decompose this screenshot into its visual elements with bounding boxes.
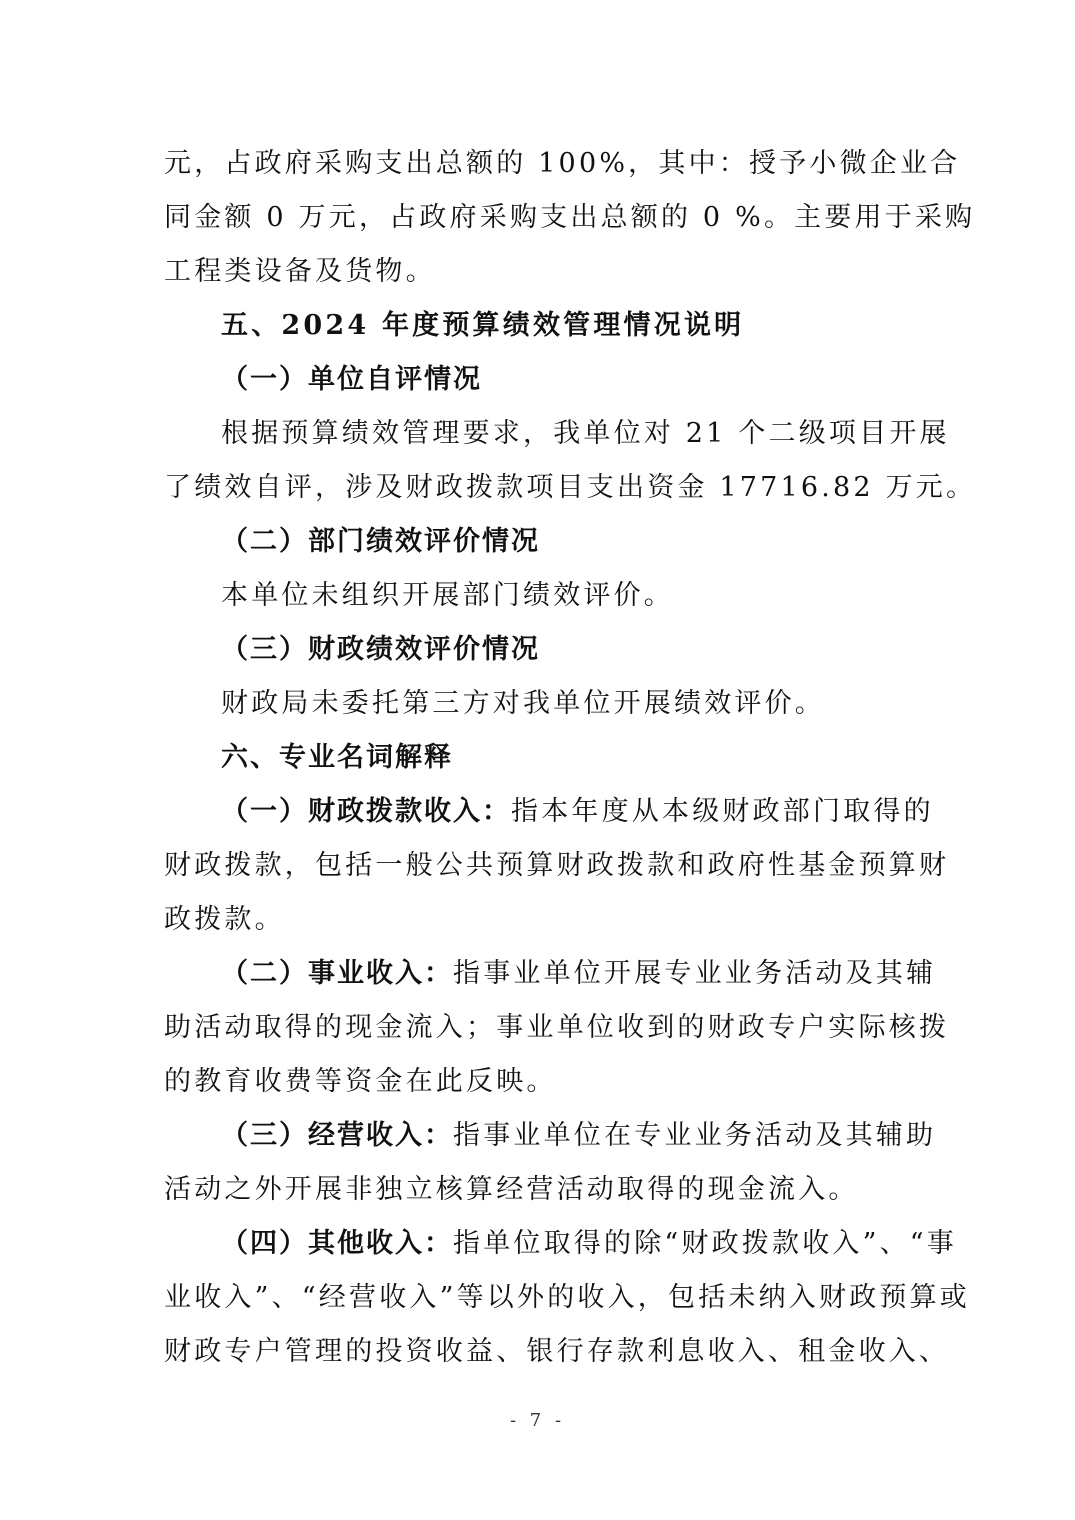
section-heading: 六、专业名词解释 [221,742,453,773]
paragraph-line: 活动之外开展非独立核算经营活动取得的现金流入。 [164,1174,859,1205]
term-label: （四）其他收入： [221,1228,453,1259]
paragraph-line: 财政局未委托第三方对我单位开展绩效评价。 [221,688,825,719]
term-label: （二）事业收入： [221,958,453,989]
paragraph-line: 财政拨款，包括一般公共预算财政拨款和政府性基金预算财 [164,850,950,881]
paragraph-line: 工程类设备及货物。 [164,256,436,287]
paragraph-line: 财政专户管理的投资收益、银行存款利息收入、租金收入、 [164,1336,950,1367]
term-definition [221,794,934,830]
paragraph-line: 根据预算绩效管理要求，我单位对 21 个二级项目开展 [221,418,950,449]
term-text: 指本年度从本级财政部门取得的 [511,796,934,827]
term-text: 指事业单位开展专业业务活动及其辅 [453,958,937,989]
paragraph-line: 政拨款。 [164,904,285,935]
subsection-heading: （一）单位自评情况 [221,364,482,395]
term-label: （一）财政拨款收入： [221,796,511,827]
page-number: - 7 - [509,1410,566,1431]
subsection-heading: （二）部门绩效评价情况 [221,526,540,557]
paragraph-line: 助活动取得的现金流入；事业单位收到的财政专户实际核拨 [164,1012,950,1043]
term-label: （三）经营收入： [221,1120,453,1151]
term-definition [221,956,936,992]
paragraph-line: 元，占政府采购支出总额的 100%，其中：授予小微企业合 [164,148,961,179]
paragraph-line: 了绩效自评，涉及财政拨款项目支出资金 17716.82 万元。 [164,472,977,503]
term-text: 指事业单位在专业业务活动及其辅助 [453,1120,937,1151]
paragraph-line: 业收入”、“经营收入”等以外的收入，包括未纳入财政预算或 [164,1282,971,1313]
section-heading: 五、2024 年度预算绩效管理情况说明 [221,310,745,341]
subsection-heading: （三）财政绩效评价情况 [221,634,540,665]
paragraph-line: 的教育收费等资金在此反映。 [164,1066,557,1097]
paragraph-line: 同金额 0 万元，占政府采购支出总额的 0 %。主要用于采购 [164,202,976,233]
paragraph-line: 本单位未组织开展部门绩效评价。 [221,580,674,611]
term-text: 指单位取得的除“财政拨款收入”、“事 [453,1228,958,1259]
term-definition [221,1118,936,1154]
term-definition [221,1226,957,1262]
